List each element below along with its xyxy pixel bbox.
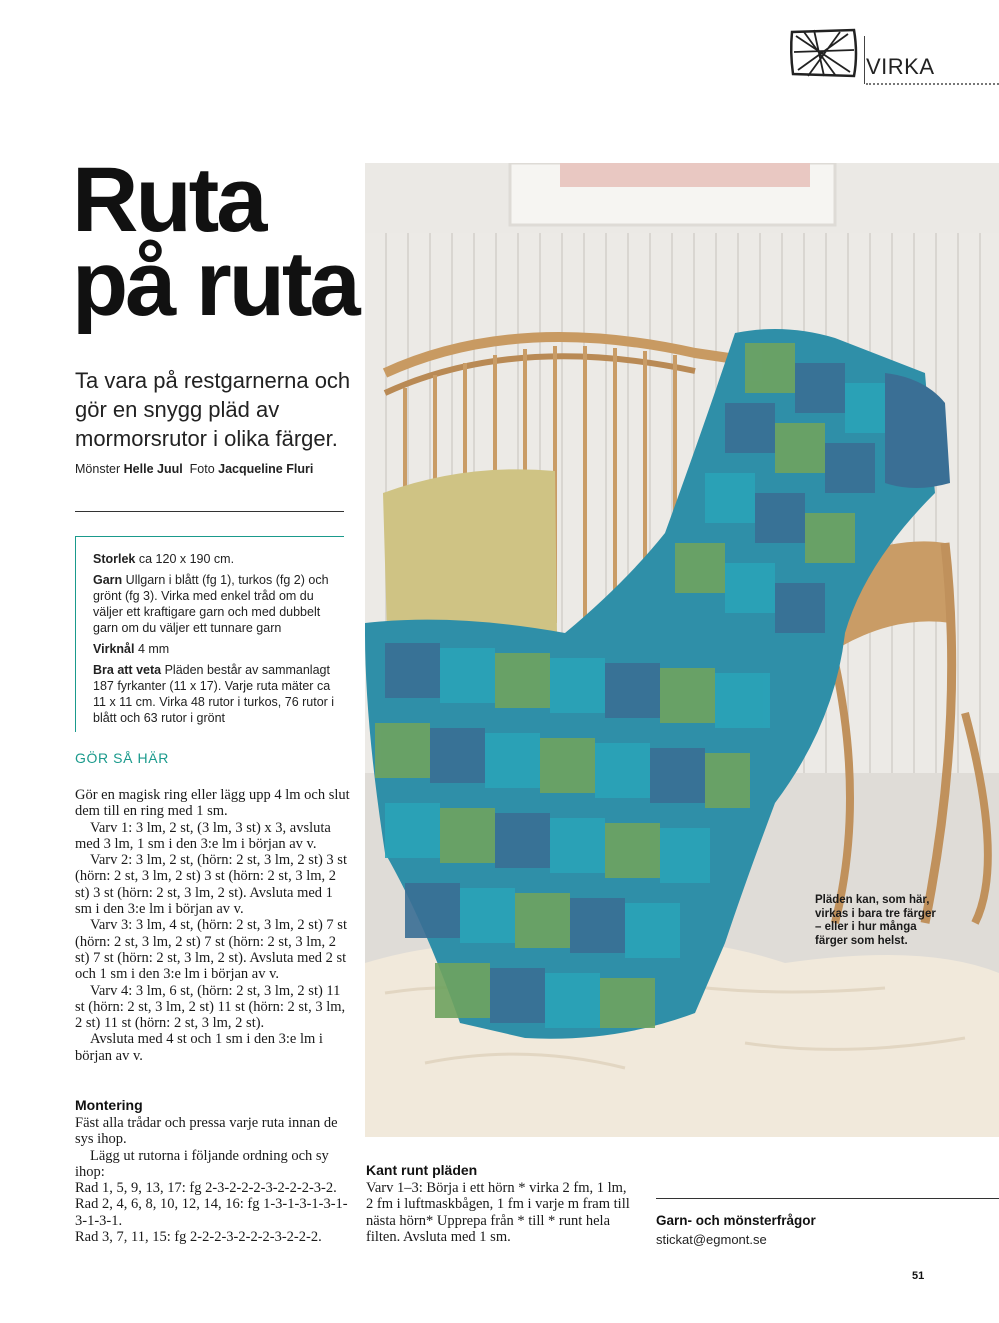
assembly-row-2: Rad 2, 4, 6, 8, 10, 12, 14, 16: fg 1-3-1-3-1-3-1-3-1-3-1. xyxy=(75,1196,348,1229)
edging-heading: Kant runt pläden xyxy=(366,1162,478,1178)
assembly-text xyxy=(75,1115,350,1245)
hook-row xyxy=(93,641,344,657)
instruction-p3: Varv 2: 3 lm, 2 st, (hörn: 2 st, 3 lm, 2 st) 3 st (hörn: 2 st, 3 lm, 2 st) 3 st (hörn: 2 st, 3 lm, 2 st) 3 st (hörn: 2 st, 3 lm, 2 st). Avsluta med 1 sm i den 3:e lm i början av v. xyxy=(75,852,347,918)
yarn-ball-icon xyxy=(784,22,862,84)
assembly-heading: Montering xyxy=(75,1097,143,1113)
note-value: Pläden består av sammanlagt 187 fyrkanter (11 x 17). Varje ruta mäter ca 11 x 11 cm. Virka 48 rutor i turkos, 76 rutor i blått och 63 rutor i grönt xyxy=(93,663,335,725)
note-row xyxy=(93,662,344,726)
assembly-row-3: Rad 3, 7, 11, 15: fg 2-2-2-3-2-2-2-3-2-2-2. xyxy=(75,1229,322,1246)
assembly-p2: Lägg ut rutorna i följande ordning och sy ihop: xyxy=(75,1147,329,1180)
contact-heading: Garn- och mönsterfrågor xyxy=(656,1213,816,1228)
hook-label: Virknål xyxy=(93,642,135,656)
assembly-row-1: Rad 1, 5, 9, 13, 17: fg 2-3-2-2-2-3-2-2-2-3-2. xyxy=(75,1180,337,1197)
contact-divider xyxy=(656,1198,999,1199)
photo-label: Foto xyxy=(189,462,215,476)
title-line-1: Ruta xyxy=(72,149,265,251)
credits xyxy=(75,462,313,476)
section-tag: VIRKA xyxy=(866,54,935,79)
yarn-label: Garn xyxy=(93,573,123,587)
size-value: ca 120 x 190 cm. xyxy=(138,552,235,566)
size-row xyxy=(93,551,344,567)
instruction-p2: Varv 1: 3 lm, 2 st, (3 lm, 3 st) x 3, avsluta med 3 lm, 1 sm i den 3:e lm i början av v. xyxy=(75,819,331,852)
contact-email[interactable]: stickat@egmont.se xyxy=(656,1232,767,1247)
pattern-name: Helle Juul xyxy=(123,462,183,476)
photo-name: Jacqueline Fluri xyxy=(218,462,314,476)
edging-text: Varv 1–3: Börja i ett hörn * virka 2 fm, 1 lm, 2 fm i luftmaskbågen, 1 fm i varje m fram till nästa hörn* Upprepa från * till * runt hela filten. Avsluta med 1 sm. xyxy=(366,1180,630,1245)
header-divider xyxy=(864,36,865,84)
instruction-p6: Avsluta med 4 st och 1 sm i den 3:e lm i början av v. xyxy=(75,1031,323,1064)
instructions-text xyxy=(75,787,350,1064)
pattern-label: Mönster xyxy=(75,462,121,476)
size-label: Storlek xyxy=(93,552,136,566)
yarn-row xyxy=(93,572,344,636)
section-underline xyxy=(866,83,999,85)
page-number: 51 xyxy=(912,1270,925,1282)
yarn-value: Ullgarn i blått (fg 1), turkos (fg 2) och grönt (fg 3). Virka med enkel tråd om du väljer ett kraftigare garn och med dubbelt garn om du väljer ett tunnare garn xyxy=(93,573,329,635)
article-title xyxy=(72,149,402,335)
note-label: Bra att veta xyxy=(93,663,162,677)
lead-paragraph: Ta vara på restgarnerna och gör en snygg pläd av mormorsrutor i olika färger. xyxy=(75,368,351,451)
materials-box xyxy=(75,536,344,732)
photo-caption: Pläden kan, som här, virkas i bara tre färger – eller i hur många färger som helst. xyxy=(815,894,936,947)
instruction-p4: Varv 3: 3 lm, 4 st, (hörn: 2 st, 3 lm, 2 st) 7 st (hörn: 2 st, 3 lm, 2 st) 7 st (hörn: 2 st, 3 lm, 2 st) 7 st (hörn: 2 st, 3 lm, 2 st). Avsluta med 2 st och 1 sm i den 3:e lm i början av v. xyxy=(75,917,347,983)
divider xyxy=(75,511,344,512)
title-line-2: på ruta xyxy=(72,233,358,335)
blanket-photo xyxy=(365,163,999,1137)
instruction-p1: Gör en magisk ring eller lägg upp 4 lm och slut dem till en ring med 1 sm. xyxy=(75,787,350,820)
assembly-p1: Fäst alla trådar och pressa varje ruta innan de sys ihop. xyxy=(75,1115,338,1148)
hook-value: 4 mm xyxy=(137,642,170,656)
photo-illustration xyxy=(365,163,999,1137)
instruction-p5: Varv 4: 3 lm, 6 st, (hörn: 2 st, 3 lm, 2 st) 11 st (hörn: 2 st, 3 lm, 2 st) 11 st (hörn: 2 st, 3 lm, 2 st) 11 st (hörn: 2 st, 3 lm, 2 st). xyxy=(75,982,346,1032)
instructions-heading: GÖR SÅ HÄR xyxy=(75,750,169,766)
